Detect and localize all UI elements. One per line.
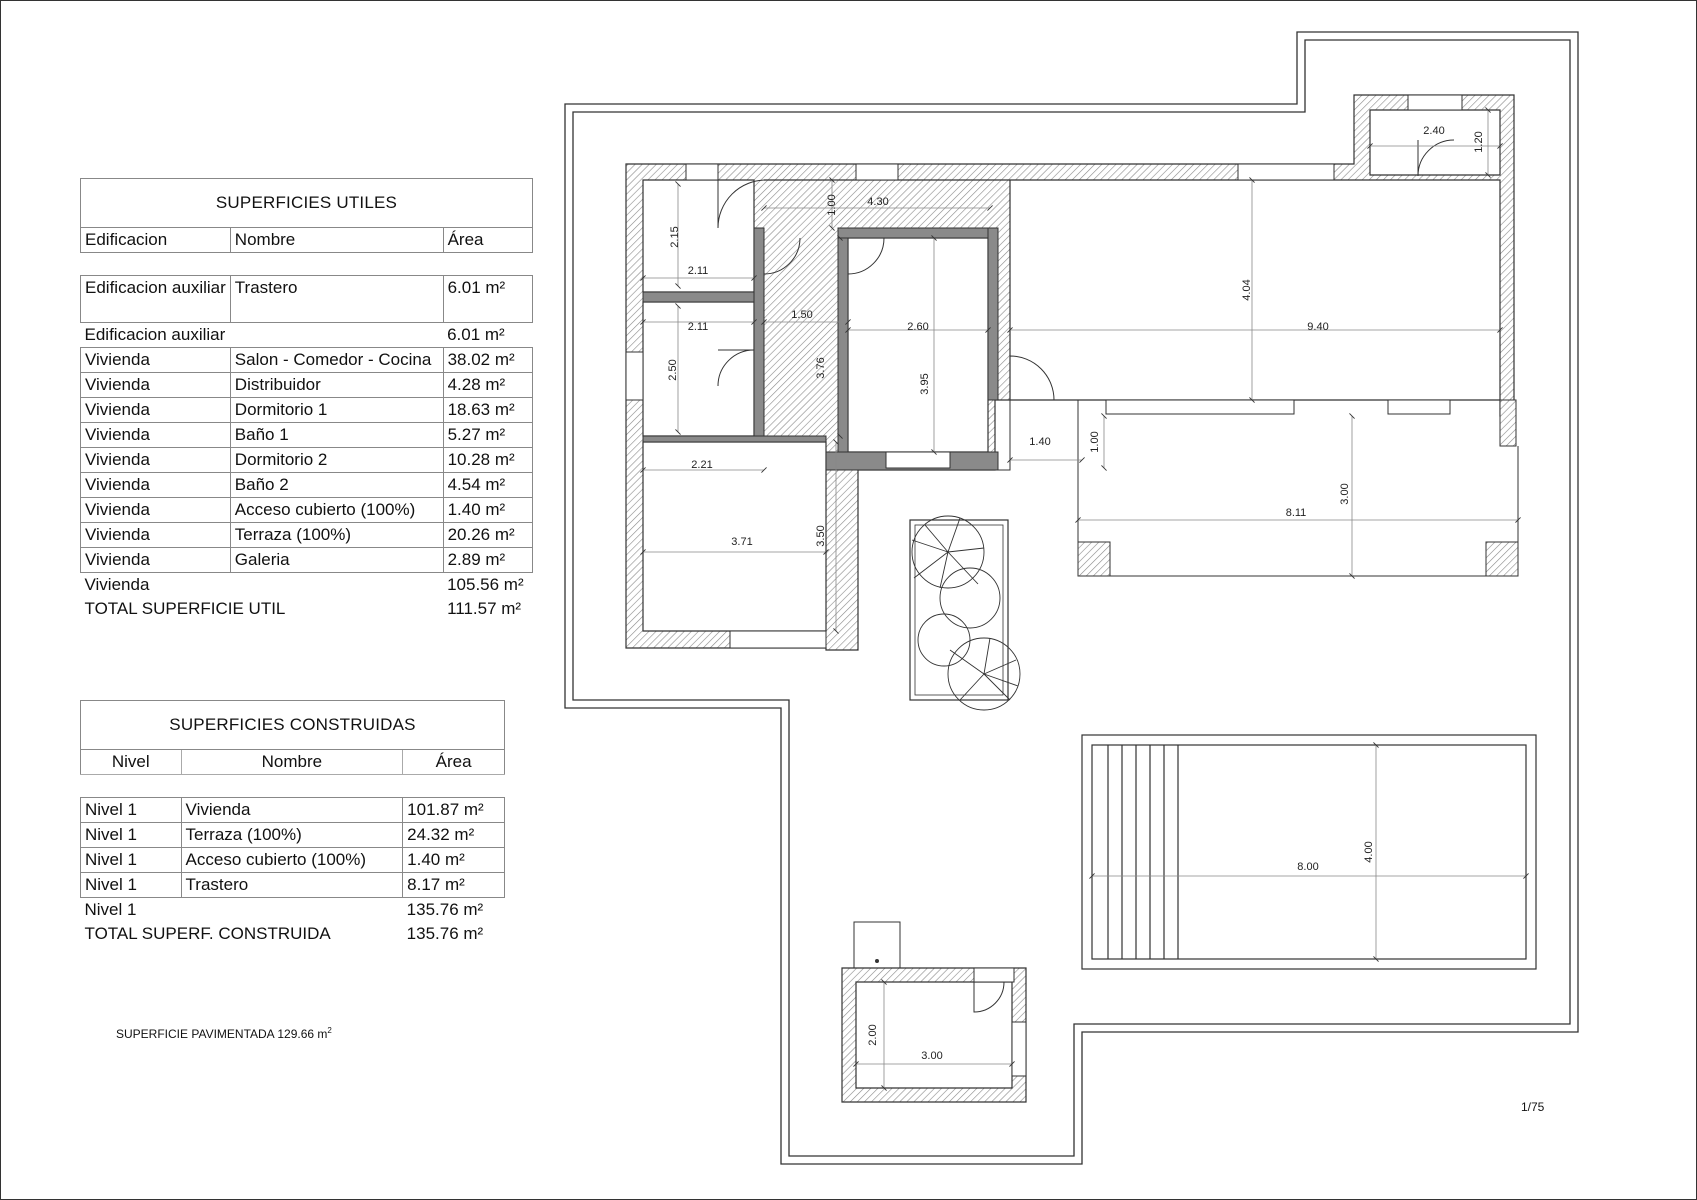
cell-area: 20.26 m² (443, 523, 532, 548)
cell-area: 8.17 m² (403, 873, 505, 898)
scale-label: 1/75 (1521, 1100, 1545, 1114)
cell-nombre: Acceso cubierto (100%) (230, 498, 443, 523)
cell-nivel: Nivel 1 (81, 798, 182, 823)
dim-label: 2.15 (669, 226, 681, 248)
cell-edificacion: Vivienda (81, 498, 231, 523)
dim-label: 3.95 (919, 373, 931, 395)
cell-nombre: Trastero (230, 276, 443, 323)
dim-label: 2.11 (687, 265, 709, 277)
total-area: 135.76 m² (406, 924, 484, 943)
plant-icon (912, 516, 1020, 710)
dim-label: 4.04 (1241, 279, 1253, 301)
dim-label: 1.40 (1029, 436, 1051, 448)
dim-label: 3.71 (731, 536, 753, 548)
cell-area: 1.40 m² (443, 498, 532, 523)
dim-label: 9.40 (1307, 321, 1329, 333)
cell-area: 38.02 m² (443, 348, 532, 373)
header-area: Área (403, 750, 505, 775)
table-title: SUPERFICIES CONSTRUIDAS (81, 701, 505, 750)
header-nombre: Nombre (230, 228, 443, 253)
total-label: TOTAL SUPERF. CONSTRUIDA (84, 924, 331, 943)
dim-label: 1.00 (826, 194, 838, 216)
porch-outline (995, 400, 1518, 576)
dim-label: 2.50 (667, 359, 679, 381)
cell-nombre: Acceso cubierto (100%) (181, 848, 403, 873)
cell-area: 10.28 m² (443, 448, 532, 473)
cell-area: 6.01 m² (443, 276, 532, 323)
cell-edificacion: Vivienda (81, 398, 231, 423)
cell-nivel: Nivel 1 (81, 848, 182, 873)
dim-label: 3.76 (815, 357, 827, 379)
subtotal-area: 105.56 m² (447, 575, 524, 594)
cell-nombre: Dormitorio 2 (230, 448, 443, 473)
cell-edificacion: Vivienda (81, 423, 231, 448)
total-area: 111.57 m² (447, 599, 522, 618)
dim-label: 1.50 (791, 309, 813, 321)
cell-edificacion: Vivienda (81, 373, 231, 398)
planter (910, 520, 1008, 700)
trastero-building (842, 922, 1026, 1102)
dim-label: 3.00 (921, 1050, 943, 1062)
swimming-pool (1082, 735, 1536, 969)
cell-nombre: Salon - Comedor - Cocina (230, 348, 443, 373)
subtotal-area: 135.76 m² (406, 900, 484, 919)
dim-label: 2.00 (867, 1024, 879, 1046)
plot-boundary (565, 32, 1578, 1164)
cell-edificacion: Vivienda (81, 348, 231, 373)
subtotal-label: Edificacion auxiliar (84, 325, 226, 344)
superficie-pavimentada-sup: 2 (327, 1026, 332, 1035)
cell-edificacion: Vivienda (81, 473, 231, 498)
cell-nombre: Baño 2 (230, 473, 443, 498)
cell-edificacion: Edificacion auxiliar (81, 276, 231, 323)
cell-edificacion: Vivienda (81, 448, 231, 473)
dim-label: 1.00 (1089, 431, 1101, 453)
table-title: SUPERFICIES UTILES (81, 179, 533, 228)
cell-nombre: Baño 1 (230, 423, 443, 448)
cell-area: 24.32 m² (403, 823, 505, 848)
cell-area: 18.63 m² (443, 398, 532, 423)
cell-nombre: Dormitorio 1 (230, 398, 443, 423)
total-label: TOTAL SUPERFICIE UTIL (84, 599, 286, 618)
cell-nivel: Nivel 1 (81, 823, 182, 848)
cell-nombre: Terraza (100%) (181, 823, 403, 848)
header-nivel: Nivel (81, 750, 182, 775)
superficie-pavimentada-label: SUPERFICIE PAVIMENTADA 129.66 m (116, 1027, 328, 1041)
cell-area: 4.54 m² (443, 473, 532, 498)
header-nombre: Nombre (181, 750, 403, 775)
dim-label: 8.00 (1297, 861, 1319, 873)
dim-label: 4.00 (1363, 841, 1375, 863)
header-edificacion: Edificacion (81, 228, 231, 253)
subtotal-label: Vivienda (84, 575, 150, 594)
dim-label: 4.30 (867, 196, 889, 208)
cell-area: 5.27 m² (443, 423, 532, 448)
cell-nombre: Trastero (181, 873, 403, 898)
dim-label: 3.00 (1339, 483, 1351, 505)
subtotal-area: 6.01 m² (447, 325, 505, 344)
cell-area: 2.89 m² (443, 548, 532, 573)
dim-label: 2.21 (691, 459, 713, 471)
dim-label: 1.20 (1473, 131, 1485, 153)
cell-nombre: Distribuidor (230, 373, 443, 398)
cell-edificacion: Vivienda (81, 523, 231, 548)
cell-area: 101.87 m² (403, 798, 505, 823)
dim-label: 2.60 (907, 321, 929, 333)
dim-label: 3.50 (815, 525, 827, 547)
porch-columns (1078, 400, 1518, 576)
subtotal-label: Nivel 1 (84, 900, 137, 919)
cell-edificacion: Vivienda (81, 548, 231, 573)
dim-label: 8.11 (1285, 507, 1307, 519)
cell-nivel: Nivel 1 (81, 873, 182, 898)
cell-area: 4.28 m² (443, 373, 532, 398)
cell-nombre: Vivienda (181, 798, 403, 823)
cell-area: 1.40 m² (403, 848, 505, 873)
dim-label: 2.40 (1423, 125, 1445, 137)
cell-nombre: Terraza (100%) (230, 523, 443, 548)
cell-nombre: Galeria (230, 548, 443, 573)
dim-label: 2.11 (687, 321, 709, 333)
header-area: Área (443, 228, 532, 253)
